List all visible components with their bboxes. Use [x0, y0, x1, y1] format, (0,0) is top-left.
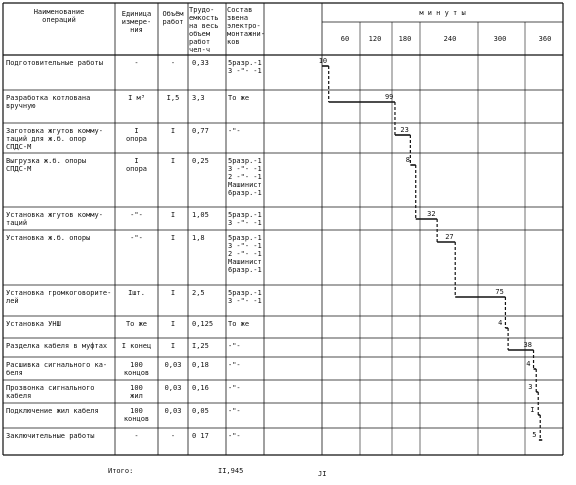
row-crew: 5разр.-1 3 -"- -1 2 -"- -1 Машинист 6разр.-1 [228, 234, 262, 274]
row-operation: Заготовка жгутов комму- таций для ж.б. опор СПДС-М [6, 127, 103, 151]
header-labor: Трудо- емкость на весь объем работ чел-ч [189, 6, 219, 54]
scale-tick-300: 300 [493, 35, 507, 43]
gantt-bar-label: 3 [528, 383, 533, 391]
row-crew: То же [228, 320, 250, 328]
scale-tick-120: 120 [368, 35, 382, 43]
row-volume: I [170, 234, 176, 242]
row-unit: 100 концов [123, 407, 150, 423]
row-labor: 3,3 [192, 94, 205, 102]
row-crew: -"- [228, 127, 241, 135]
scale-tick-360: 360 [538, 35, 552, 43]
gantt-bar-label: 10 [318, 57, 328, 65]
row-unit: 100 концов [123, 361, 150, 377]
row-operation: Расшивка сигнального ка- беля [6, 361, 108, 377]
row-operation: Установка УНШ [6, 320, 61, 328]
row-operation: Прозвонка сигнального кабеля [6, 384, 95, 400]
total-value: II,945 [218, 467, 244, 475]
row-volume: I [170, 127, 176, 135]
gantt-bar-label: I [530, 406, 535, 414]
row-crew: -"- [228, 342, 241, 350]
gantt-bar-label: 4 [498, 319, 503, 327]
row-volume: 0,03 [164, 361, 182, 369]
row-volume: I [170, 289, 176, 297]
row-volume: 0,03 [164, 407, 182, 415]
row-crew: -"- [228, 361, 241, 369]
row-unit: I конец [121, 342, 152, 350]
gantt-bar-label: 32 [427, 210, 436, 218]
row-operation: Выгрузка ж.б. опоры СПДС-М [6, 157, 87, 173]
gantt-bar-label: 4 [526, 360, 531, 368]
header-crew: Состав звена электро- монтажни- ков [227, 6, 265, 46]
row-unit: - [134, 59, 139, 67]
row-operation: Установка жгутов комму- таций [6, 211, 103, 227]
row-volume: - [170, 432, 176, 440]
row-unit: -"- [130, 211, 143, 219]
row-operation: Установка ж.б. опоры [6, 234, 91, 242]
row-labor: 0,33 [192, 59, 209, 67]
row-crew: -"- [228, 407, 241, 415]
row-labor: 0,125 [192, 320, 214, 328]
row-operation: Разделка кабеля в муфтах [6, 342, 108, 350]
page-number: JI [318, 470, 327, 478]
scale-tick-60: 60 [340, 35, 350, 43]
row-labor: 0 17 [192, 432, 209, 440]
header-volume: Объём работ [162, 10, 184, 26]
row-crew: То же [228, 94, 250, 102]
row-labor: 0,18 [192, 361, 209, 369]
gantt-bar-label: 75 [495, 288, 504, 296]
row-unit: I м³ [128, 94, 145, 102]
row-volume: I,5 [166, 94, 180, 102]
row-operation: Разработка котлована вручную [6, 94, 91, 110]
gantt-bar-label: 38 [523, 341, 532, 349]
row-labor: I,25 [192, 342, 209, 350]
row-volume: I [170, 342, 176, 350]
gantt-bar-label: 23 [400, 126, 409, 134]
row-unit: То же [125, 320, 148, 328]
row-volume: - [170, 59, 176, 67]
row-labor: 0,25 [192, 157, 209, 165]
row-crew: 5разр.-1 3 -"- -1 [228, 289, 262, 305]
total-label: Итого: [108, 467, 134, 475]
row-labor: 0,05 [192, 407, 209, 415]
row-crew: -"- [228, 432, 241, 440]
scale-tick-180: 180 [398, 35, 412, 43]
row-labor: 0,77 [192, 127, 209, 135]
row-operation: Подключение жил кабеля [6, 407, 99, 415]
row-volume: I [170, 157, 176, 165]
header-unit: Единица измере- ния [121, 10, 152, 34]
scale-tick-240: 240 [443, 35, 457, 43]
row-operation: Установка громкоговорите- лей [6, 289, 112, 305]
row-labor: 2,5 [192, 289, 205, 297]
gantt-bar-label: 99 [384, 93, 394, 101]
row-volume: I [170, 320, 176, 328]
row-unit: - [134, 432, 139, 440]
row-crew: 5разр.-1 3 -"- -1 2 -"- -1 Машинист 6разр.-1 [228, 157, 262, 197]
row-operation: Подготовительные работы [6, 59, 103, 67]
row-labor: 1,05 [192, 211, 209, 219]
row-labor: 0,16 [192, 384, 209, 392]
row-unit: -"- [130, 234, 143, 242]
gantt-bar-label: 27 [445, 233, 454, 241]
header-minutes: м и н у т ы [419, 9, 466, 17]
row-crew: -"- [228, 384, 241, 392]
gantt-bar-label: 8 [405, 156, 410, 164]
row-crew: 5разр.-1 3 -"- -1 [228, 211, 262, 227]
row-volume: I [170, 211, 176, 219]
row-unit: 100 жил [130, 384, 143, 400]
row-unit: I опора [125, 157, 148, 173]
row-unit: I опора [125, 127, 148, 143]
row-crew: 5разр.-1 3 -"- -1 [228, 59, 262, 75]
header-operation: Наименование операций [33, 8, 85, 24]
row-labor: 1,8 [192, 234, 205, 242]
row-operation: Заключительные работы [6, 432, 95, 440]
row-volume: 0,03 [164, 384, 182, 392]
gantt-bar-label: 5 [532, 431, 537, 439]
row-unit: Iшт. [128, 289, 145, 297]
